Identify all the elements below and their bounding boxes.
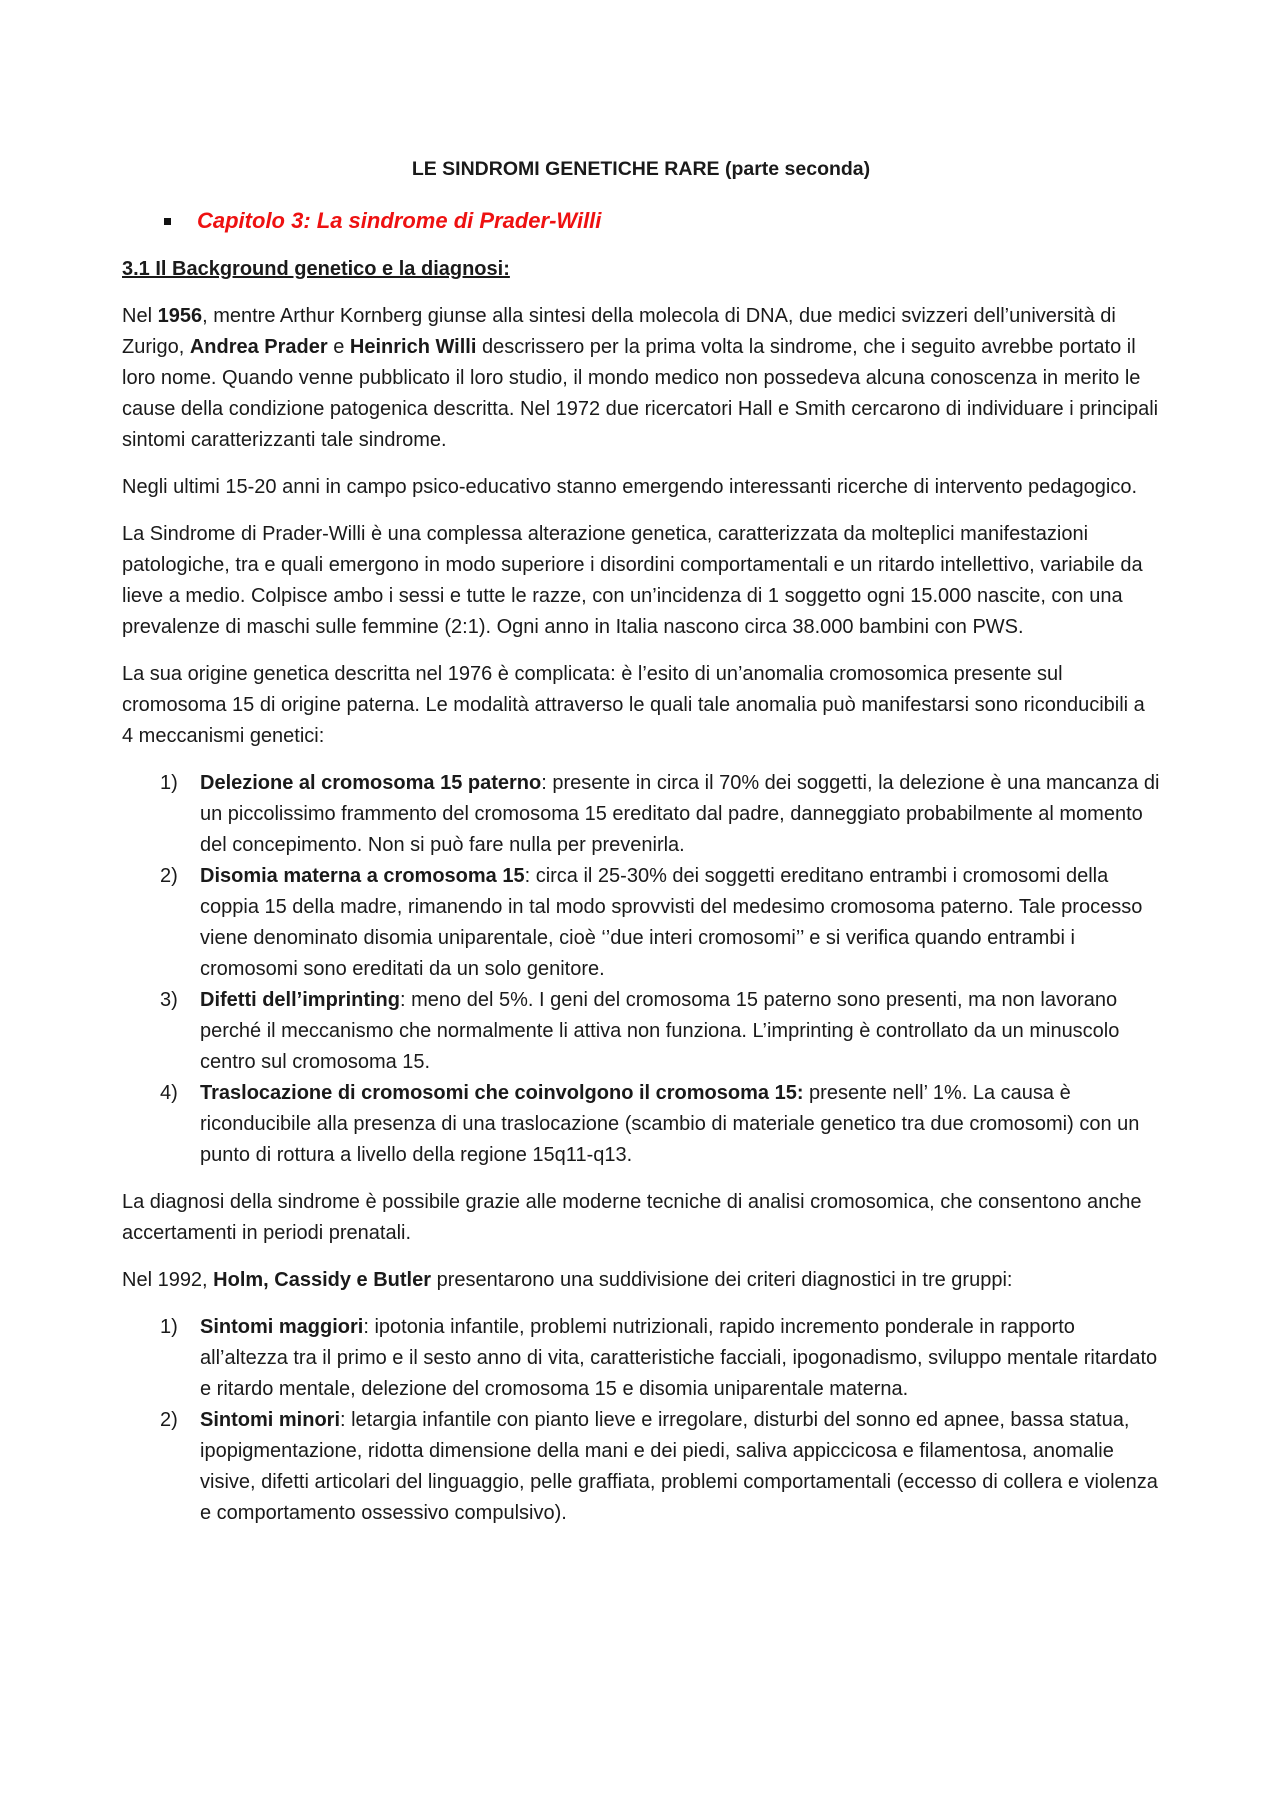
square-bullet-icon: [164, 218, 171, 225]
name-willi: Heinrich Willi: [349, 336, 477, 358]
list-item: 1) Sintomi maggiori: ipotonia infantile, problemi nutrizionali, rapido incremento ponderale in rapporto all’altezza tra il primo e il sesto anno di vita, caratteristiche facciali, ipogonadismo, sviluppo mentale ritardato e ritardo mentale, delezione del cromosoma 15 e disomia uniparentale materna.: [160, 1316, 1158, 1400]
list-item: 2) Disomia materna a cromosoma 15: circa il 25-30% dei soggetti ereditano entrambi i cromosomi della coppia 15 della madre, rimanendo in tal modo sprovvisti del medesimo cromosoma paterno. Tale processo viene denominato disomia uniparentale, cioè ‘’due interi cromosomi’’ e si verifica quando entrambi i cromosomi sono ereditati da un solo genitore.: [160, 865, 1143, 980]
section-heading: 3.1 Il Background genetico e la diagnosi:: [122, 258, 510, 280]
paragraph-definition: La Sindrome di Prader-Willi è una complessa alterazione genetica, caratterizzata da molteplici manifestazioni patologiche, tra e quali emergono in modo superiore i disordini comportamentali e un ritardo intellettivo, variabile da lieve a medio. Colpisce ambo i sessi e tutte le razze, con un’incidenza di 1 soggetto ogni 15.000 nascite, con una prevalenze di maschi sulle femmine (2:1). Ogni anno in Italia nascono circa 38.000 bambini con PWS.: [122, 523, 1143, 638]
year-1956: 1956: [157, 305, 203, 327]
name-prader: Andrea Prader: [189, 336, 328, 358]
mechanisms-list: [122, 768, 1160, 1171]
list-item: 1) Delezione al cromosoma 15 paterno: presente in circa il 70% dei soggetti, la delezione è una mancanza di un piccolissimo frammento del cromosoma 15 ereditato dal padre, danneggiato probabilmente al momento del concepimento. Non si può fare nulla per prevenirla.: [160, 772, 1160, 856]
paragraph-research: Negli ultimi 15-20 anni in campo psico-educativo stanno emergendo interessanti ricerche di intervento pedagogico.: [122, 476, 1138, 498]
criteria-list: [122, 1312, 1160, 1529]
paragraph-history: Nel 1956, mentre Arthur Kornberg giunse alla sintesi della molecola di DNA, due medici svizzeri dell’università di Zurigo, Andrea Prader e Heinrich Willi descrissero per la prima volta la sindrome, che i seguito avrebbe portato il loro nome. Quando venne pubblicato il loro studio, il mondo medico non possedeva alcuna conoscenza in merito le cause della condizione patogenica descritta. Nel 1972 due ricercatori Hall e Smith cercarono di individuare i principali sintomi caratterizzanti tale sindrome.: [122, 305, 1159, 451]
authors: Holm, Cassidy e Butler: [213, 1269, 432, 1291]
paragraph-diagnosis: La diagnosi della sindrome è possibile grazie alle moderne tecniche di analisi cromosomica, che consentono anche accertamenti in periodi prenatali.: [122, 1191, 1142, 1244]
chapter-heading: [164, 205, 1160, 236]
paragraph-origin: La sua origine genetica descritta nel 1976 è complicata: è l’esito di un’anomalia cromosomica presente sul cromosoma 15 di origine paterna. Le modalità attraverso le quali tale anomalia può manifestarsi sono riconducibili a 4 meccanismi genetici:: [122, 663, 1145, 747]
chapter-title: Capitolo 3: La sindrome di Prader-Willi: [197, 208, 602, 233]
list-item: 2) Sintomi minori: letargia infantile con pianto lieve e irregolare, disturbi del sonno ed apnee, bassa statua, ipopigmentazione, ridotta dimensione della mani e dei piedi, saliva appiccicosa e filamentosa, anomalie visive, difetti articolari del linguaggio, pelle graffiata, problemi comportamentali (eccesso di collera e violenza e comportamento ossessivo compulsivo).: [160, 1409, 1158, 1524]
list-item: 3) Difetti dell’imprinting: meno del 5%. I geni del cromosoma 15 paterno sono presenti, ma non lavorano perché il meccanismo che normalmente li attiva non funziona. L’imprinting è controllato da un minuscolo centro sul cromosoma 15.: [160, 989, 1120, 1073]
list-item: 4) Traslocazione di cromosomi che coinvolgono il cromosoma 15: presente nell’ 1%. La causa è riconducibile alla presenza di una traslocazione (scambio di materiale genetico tra due cromosomi) con un punto di rottura a livello della regione 15q11-q13.: [160, 1082, 1140, 1166]
paragraph-criteria-intro: Nel 1992, Holm, Cassidy e Butler presentarono una suddivisione dei criteri diagnostici in tre gruppi:: [122, 1269, 1013, 1291]
document-title: LE SINDROMI GENETICHE RARE (parte seconda): [411, 158, 871, 180]
